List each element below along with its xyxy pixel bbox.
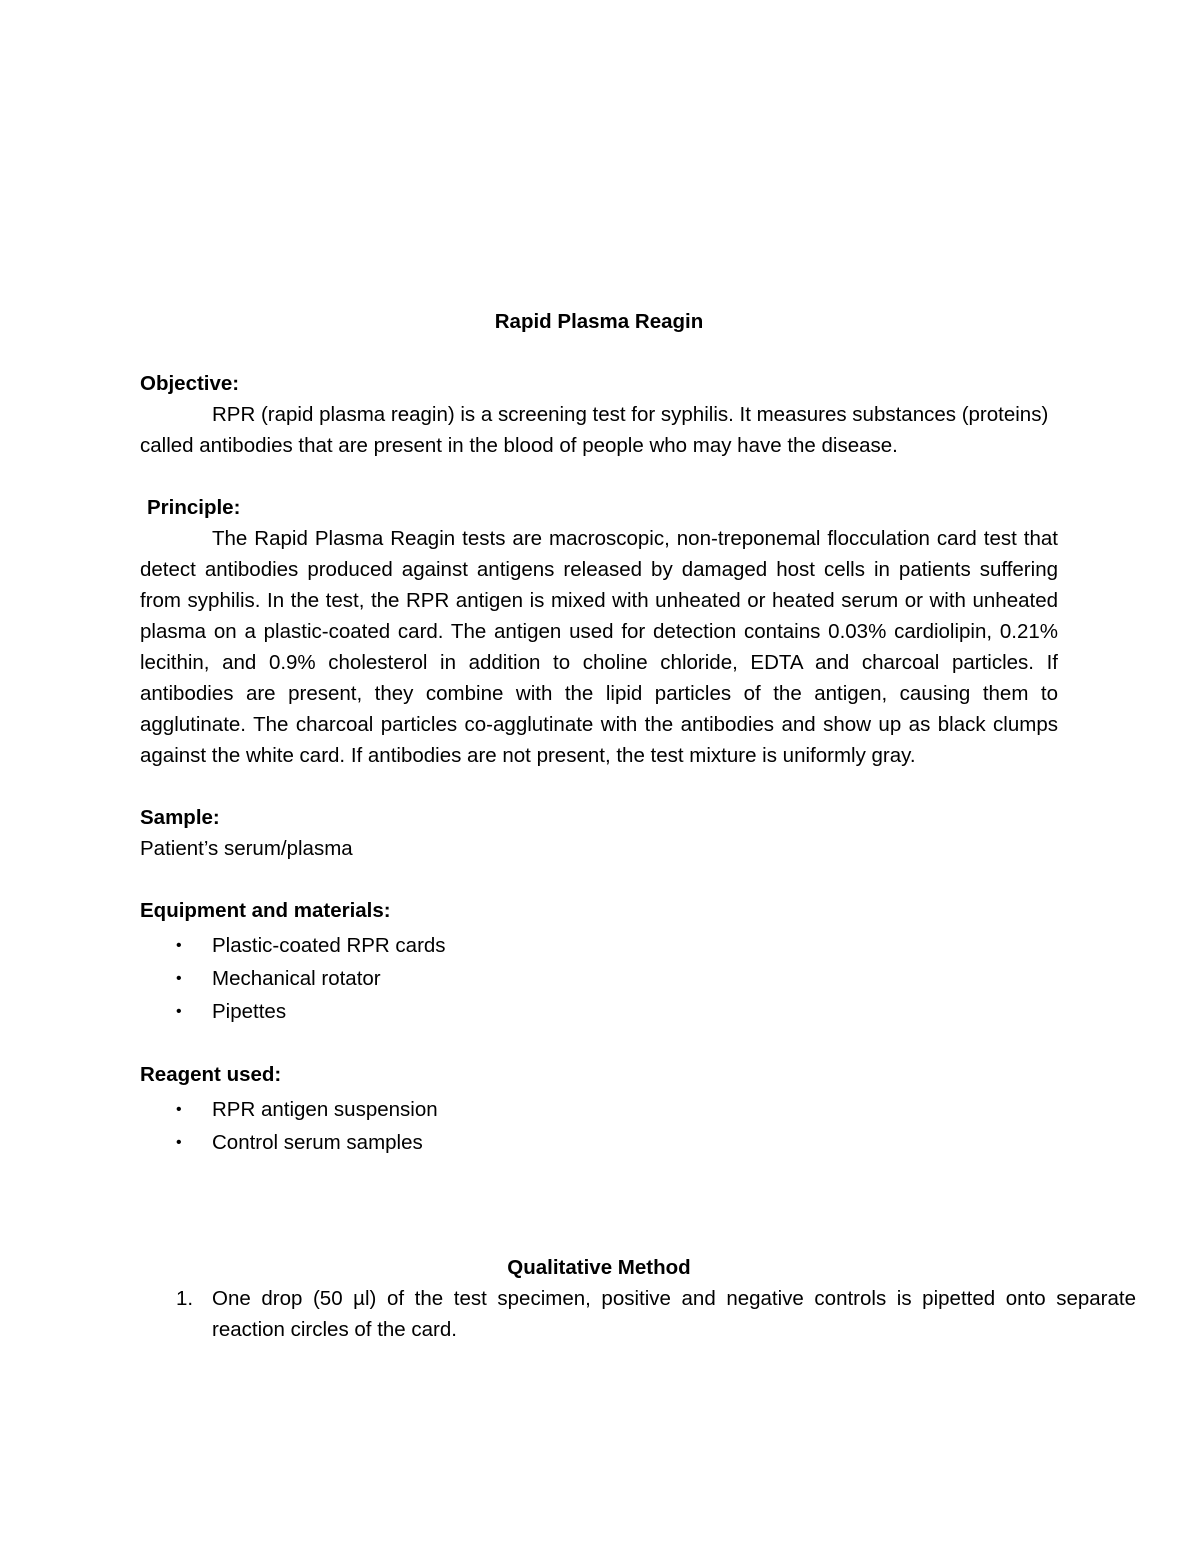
sample-heading: Sample: [140,806,220,829]
principle-text: The Rapid Plasma Reagin tests are macroscopic, non-treponemal flocculation card test that detect antibodies produced against antigens released by damaged host cells in patients suffering from syphilis. In the test, the RPR antigen is mixed with unheated or heated serum or with unheated plasma on a plastic-coated card. The antigen used for detection contains 0.03% cardiolipin, 0.21% lecithin, and 0.9% cholesterol in addition to choline chloride, EDTA and charcoal particles. If antibodies are present, they combine with the lipid particles of the antigen, causing them to agglutinate. The charcoal particles co-agglutinate with the antibodies and show up as black clumps against the white card. If antibodies are not present, the test mixture is uniformly gray. [140,527,1058,767]
reagent-list [140,1093,1058,1159]
step-item [140,1283,1136,1345]
list-item-text: RPR antigen suspension [212,1098,438,1121]
list-item-text: Plastic-coated RPR cards [212,934,446,957]
sample-text: Patient’s serum/plasma [140,837,353,860]
list-item [140,995,1058,1028]
list-item-text: Mechanical rotator [212,967,381,990]
document-body [140,306,1136,1345]
equipment-list [140,929,1058,1028]
list-item-text: Control serum samples [212,1131,423,1154]
bullet-icon: • [176,970,182,987]
objective-heading: Objective: [140,372,240,395]
bullet-icon: • [176,1101,182,1118]
bullet-icon: • [176,937,182,954]
list-item [140,929,1058,962]
list-item-text: Pipettes [212,1000,287,1023]
document-title: Rapid Plasma Reagin [494,310,704,333]
principle-heading: Principle: [147,496,241,519]
qualitative-method-heading: Qualitative Method [507,1256,691,1279]
bullet-icon: • [176,1134,182,1151]
objective-text: RPR (rapid plasma reagin) is a screening test for syphilis. It measures substances (proteins) called antibodies that are present in the blood of people who may have the disease. [140,403,1049,457]
bullet-icon: • [176,1003,182,1020]
list-item [140,1093,1058,1126]
list-item [140,962,1058,995]
step-number: 1. [176,1287,194,1310]
reagent-heading: Reagent used: [140,1063,282,1086]
equipment-heading: Equipment and materials: [140,899,391,922]
step-text: One drop (50 µl) of the test specimen, positive and negative controls is pipetted onto separate reaction circles of the card. [212,1287,1136,1341]
list-item [140,1126,1058,1159]
qualitative-steps [140,1283,1136,1345]
